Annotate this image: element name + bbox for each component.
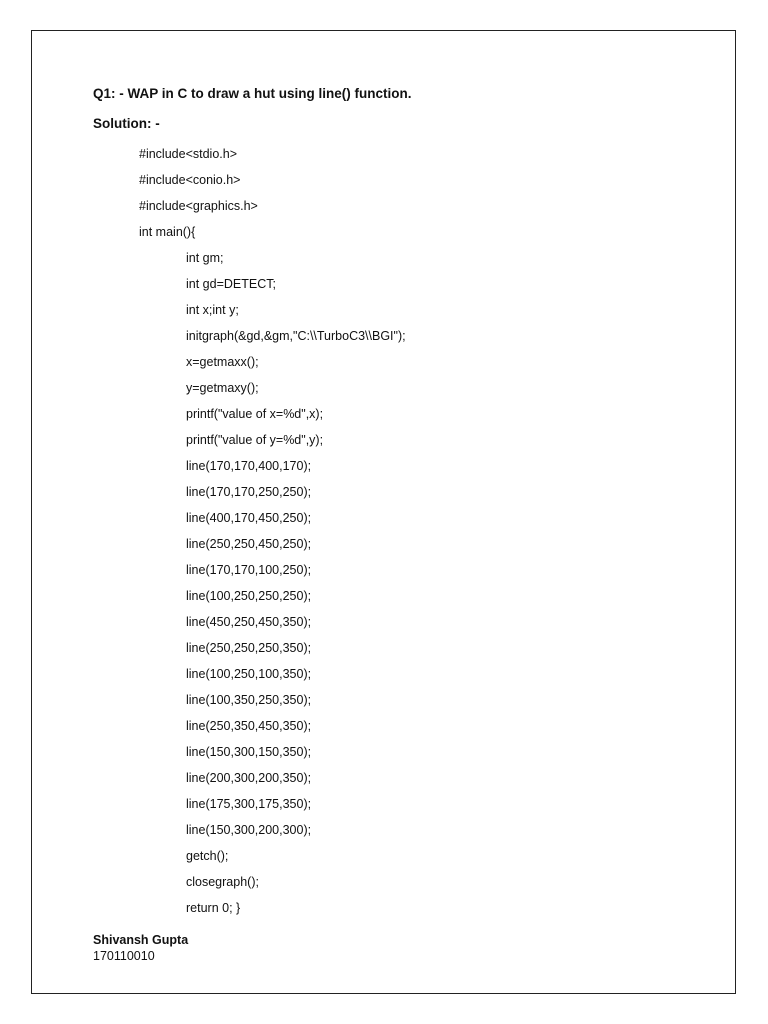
code-line: getch(); bbox=[186, 849, 229, 863]
question-heading: Q1: - WAP in C to draw a hut using line() function. bbox=[93, 86, 412, 101]
code-line: line(400,170,450,250); bbox=[186, 511, 312, 525]
code-line: line(200,300,200,350); bbox=[186, 771, 312, 785]
author-block bbox=[93, 932, 188, 964]
code-line: #include<graphics.h> bbox=[139, 199, 258, 213]
code-line: line(170,170,400,170); bbox=[186, 459, 312, 473]
code-line: line(250,250,450,250); bbox=[186, 537, 312, 551]
code-line: int gd=DETECT; bbox=[186, 277, 276, 291]
code-line: line(170,170,100,250); bbox=[186, 563, 312, 577]
code-line: return 0; } bbox=[186, 901, 241, 915]
solution-label: Solution: - bbox=[93, 116, 160, 131]
code-line: line(450,250,450,350); bbox=[186, 615, 312, 629]
code-line: line(175,300,175,350); bbox=[186, 797, 312, 811]
code-line: x=getmaxx(); bbox=[186, 355, 259, 369]
code-line: line(250,350,450,350); bbox=[186, 719, 312, 733]
code-line: line(150,300,200,300); bbox=[186, 823, 312, 837]
code-line: line(100,250,100,350); bbox=[186, 667, 312, 681]
code-line: line(100,250,250,250); bbox=[186, 589, 312, 603]
page-border bbox=[31, 30, 736, 994]
code-line: int main(){ bbox=[139, 225, 196, 239]
code-line: line(150,300,150,350); bbox=[186, 745, 312, 759]
code-line: closegraph(); bbox=[186, 875, 259, 889]
author-roll-number: 170110010 bbox=[93, 949, 155, 963]
code-line: printf("value of y=%d",y); bbox=[186, 433, 324, 447]
code-line: initgraph(&gd,&gm,"C:\\TurboC3\\BGI"); bbox=[186, 329, 406, 343]
code-line: printf("value of x=%d",x); bbox=[186, 407, 324, 421]
code-line: line(170,170,250,250); bbox=[186, 485, 312, 499]
code-line: line(250,250,250,350); bbox=[186, 641, 312, 655]
code-line: y=getmaxy(); bbox=[186, 381, 259, 395]
author-name: Shivansh Gupta bbox=[93, 933, 189, 947]
code-line: int gm; bbox=[186, 251, 224, 265]
code-line: int x;int y; bbox=[186, 303, 239, 317]
code-line: #include<conio.h> bbox=[139, 173, 241, 187]
code-line: #include<stdio.h> bbox=[139, 147, 237, 161]
code-line: line(100,350,250,350); bbox=[186, 693, 312, 707]
